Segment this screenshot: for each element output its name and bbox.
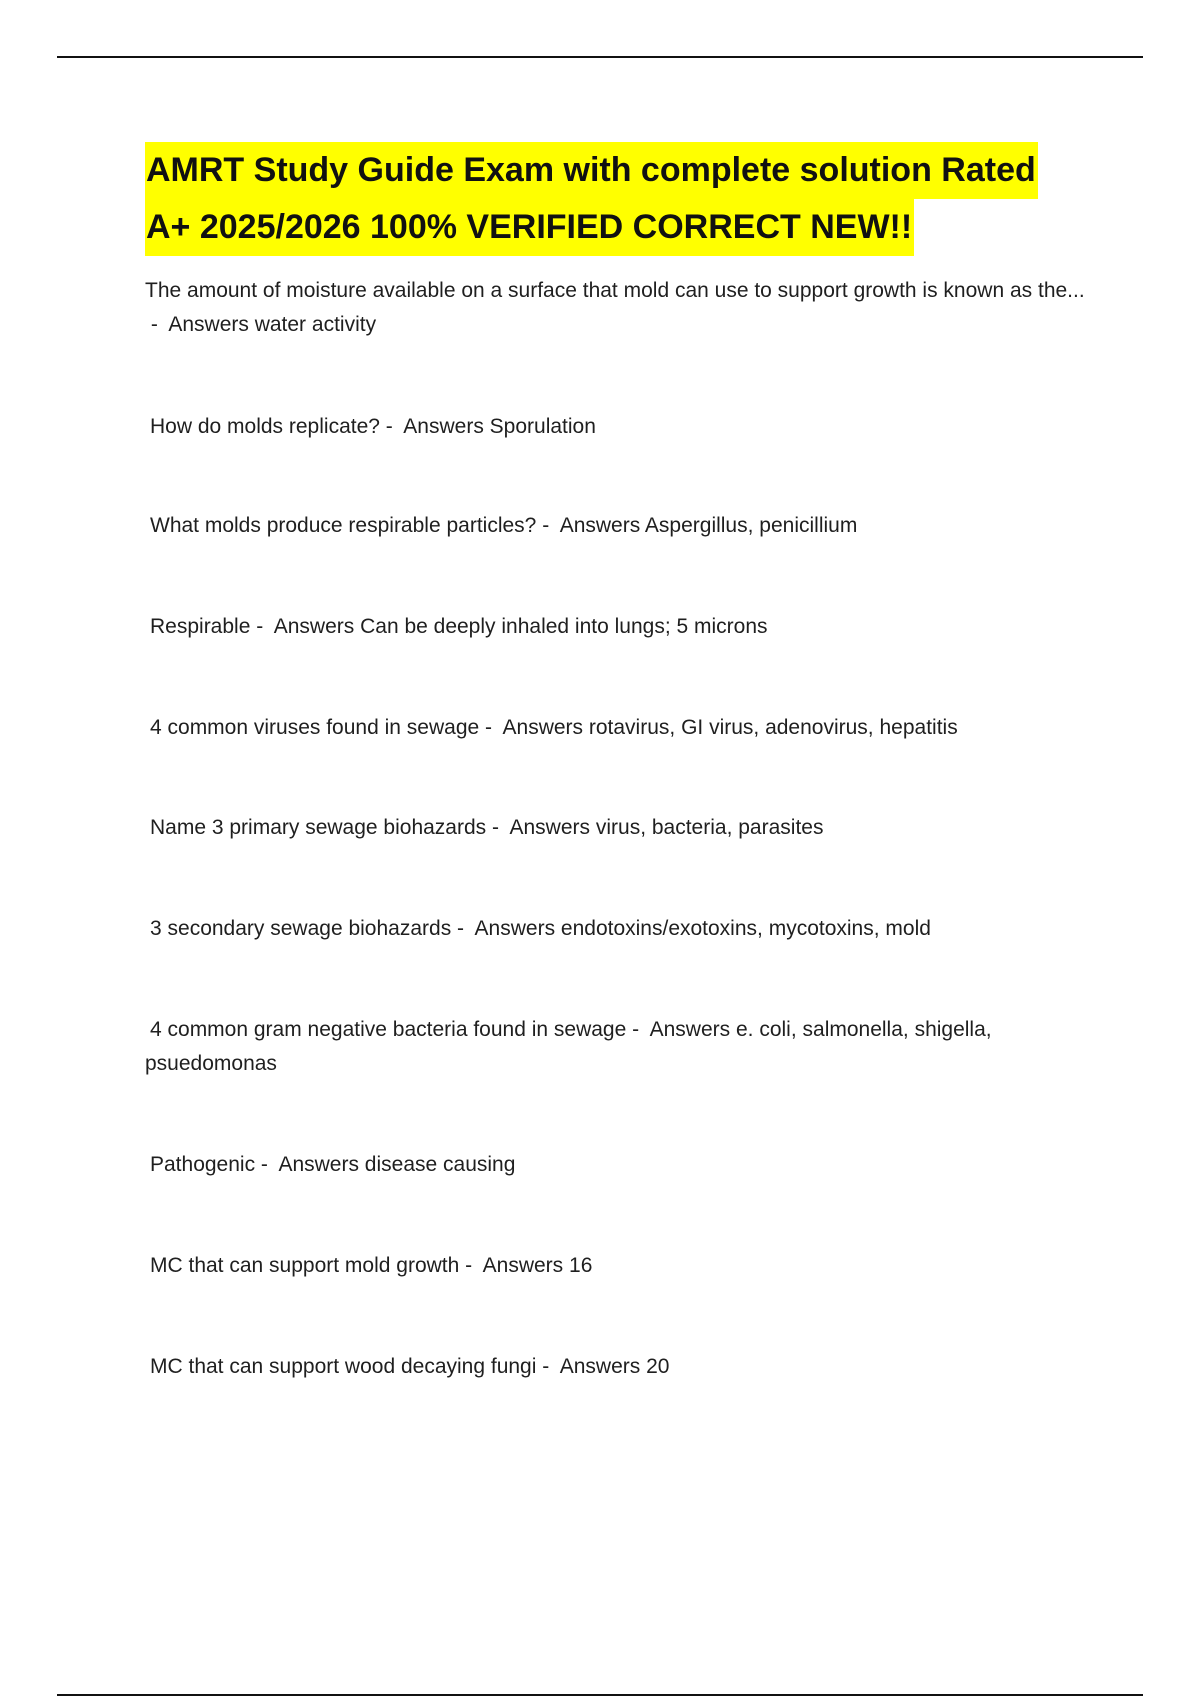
answer-text: Answers e. coli, salmonella, shigella, psuedomonas (145, 1018, 992, 1075)
separator: - (536, 1355, 560, 1378)
separator: - (255, 1153, 279, 1176)
question-text: MC that can support mold growth (150, 1254, 460, 1277)
separator: - (536, 514, 560, 537)
answer-text: Answers 16 (482, 1254, 593, 1277)
qa-item (145, 1350, 1095, 1384)
question-text: How do molds replicate? (150, 415, 380, 438)
qa-item (145, 274, 1095, 342)
separator: - (145, 313, 169, 336)
title-line-1: AMRT Study Guide Exam with complete solution Rated (145, 142, 1038, 199)
document-title (145, 142, 1105, 256)
question-text: Respirable (150, 615, 251, 638)
question-text: 4 common gram negative bacteria found in sewage (150, 1018, 627, 1041)
question-text: What molds produce respirable particles? (150, 514, 537, 537)
question-text: Name 3 primary sewage biohazards (150, 816, 487, 839)
qa-item (145, 509, 1095, 543)
separator: - (451, 917, 475, 940)
qa-item (145, 1249, 1095, 1283)
qa-item (145, 811, 1095, 845)
question-text: 3 secondary sewage biohazards (150, 917, 452, 940)
separator: - (459, 1254, 483, 1277)
separator: - (250, 615, 274, 638)
answer-text: Answers virus, bacteria, parasites (509, 816, 824, 839)
title-line-2: A+ 2025/2026 100% VERIFIED CORRECT NEW!! (145, 199, 914, 256)
answer-text: Answers Can be deeply inhaled into lungs; 5 microns (273, 615, 768, 638)
answer-text: Answers water activity (168, 313, 377, 336)
question-text: The amount of moisture available on a surface that mold can use to support growth is known as the... (145, 279, 1085, 302)
qa-item (145, 610, 1095, 644)
answer-text: Answers Sporulation (403, 415, 596, 438)
qa-item (145, 1013, 1095, 1081)
answer-text: Answers disease causing (278, 1153, 516, 1176)
answer-text: Answers rotavirus, GI virus, adenovirus, hepatitis (502, 716, 958, 739)
question-text: 4 common viruses found in sewage (150, 716, 480, 739)
answer-text: Answers 20 (559, 1355, 670, 1378)
qa-item (145, 711, 1095, 745)
question-text: Pathogenic (150, 1153, 256, 1176)
separator: - (479, 716, 503, 739)
top-rule (57, 56, 1143, 58)
qa-item (145, 410, 1095, 444)
answer-text: Answers Aspergillus, penicillium (559, 514, 858, 537)
separator: - (486, 816, 510, 839)
qa-item (145, 912, 1095, 946)
answer-text: Answers endotoxins/exotoxins, mycotoxins, mold (474, 917, 931, 940)
separator: - (626, 1018, 650, 1041)
separator: - (379, 415, 404, 438)
bottom-rule (57, 1694, 1143, 1696)
qa-item (145, 1148, 1095, 1182)
question-text: MC that can support wood decaying fungi (150, 1355, 537, 1378)
